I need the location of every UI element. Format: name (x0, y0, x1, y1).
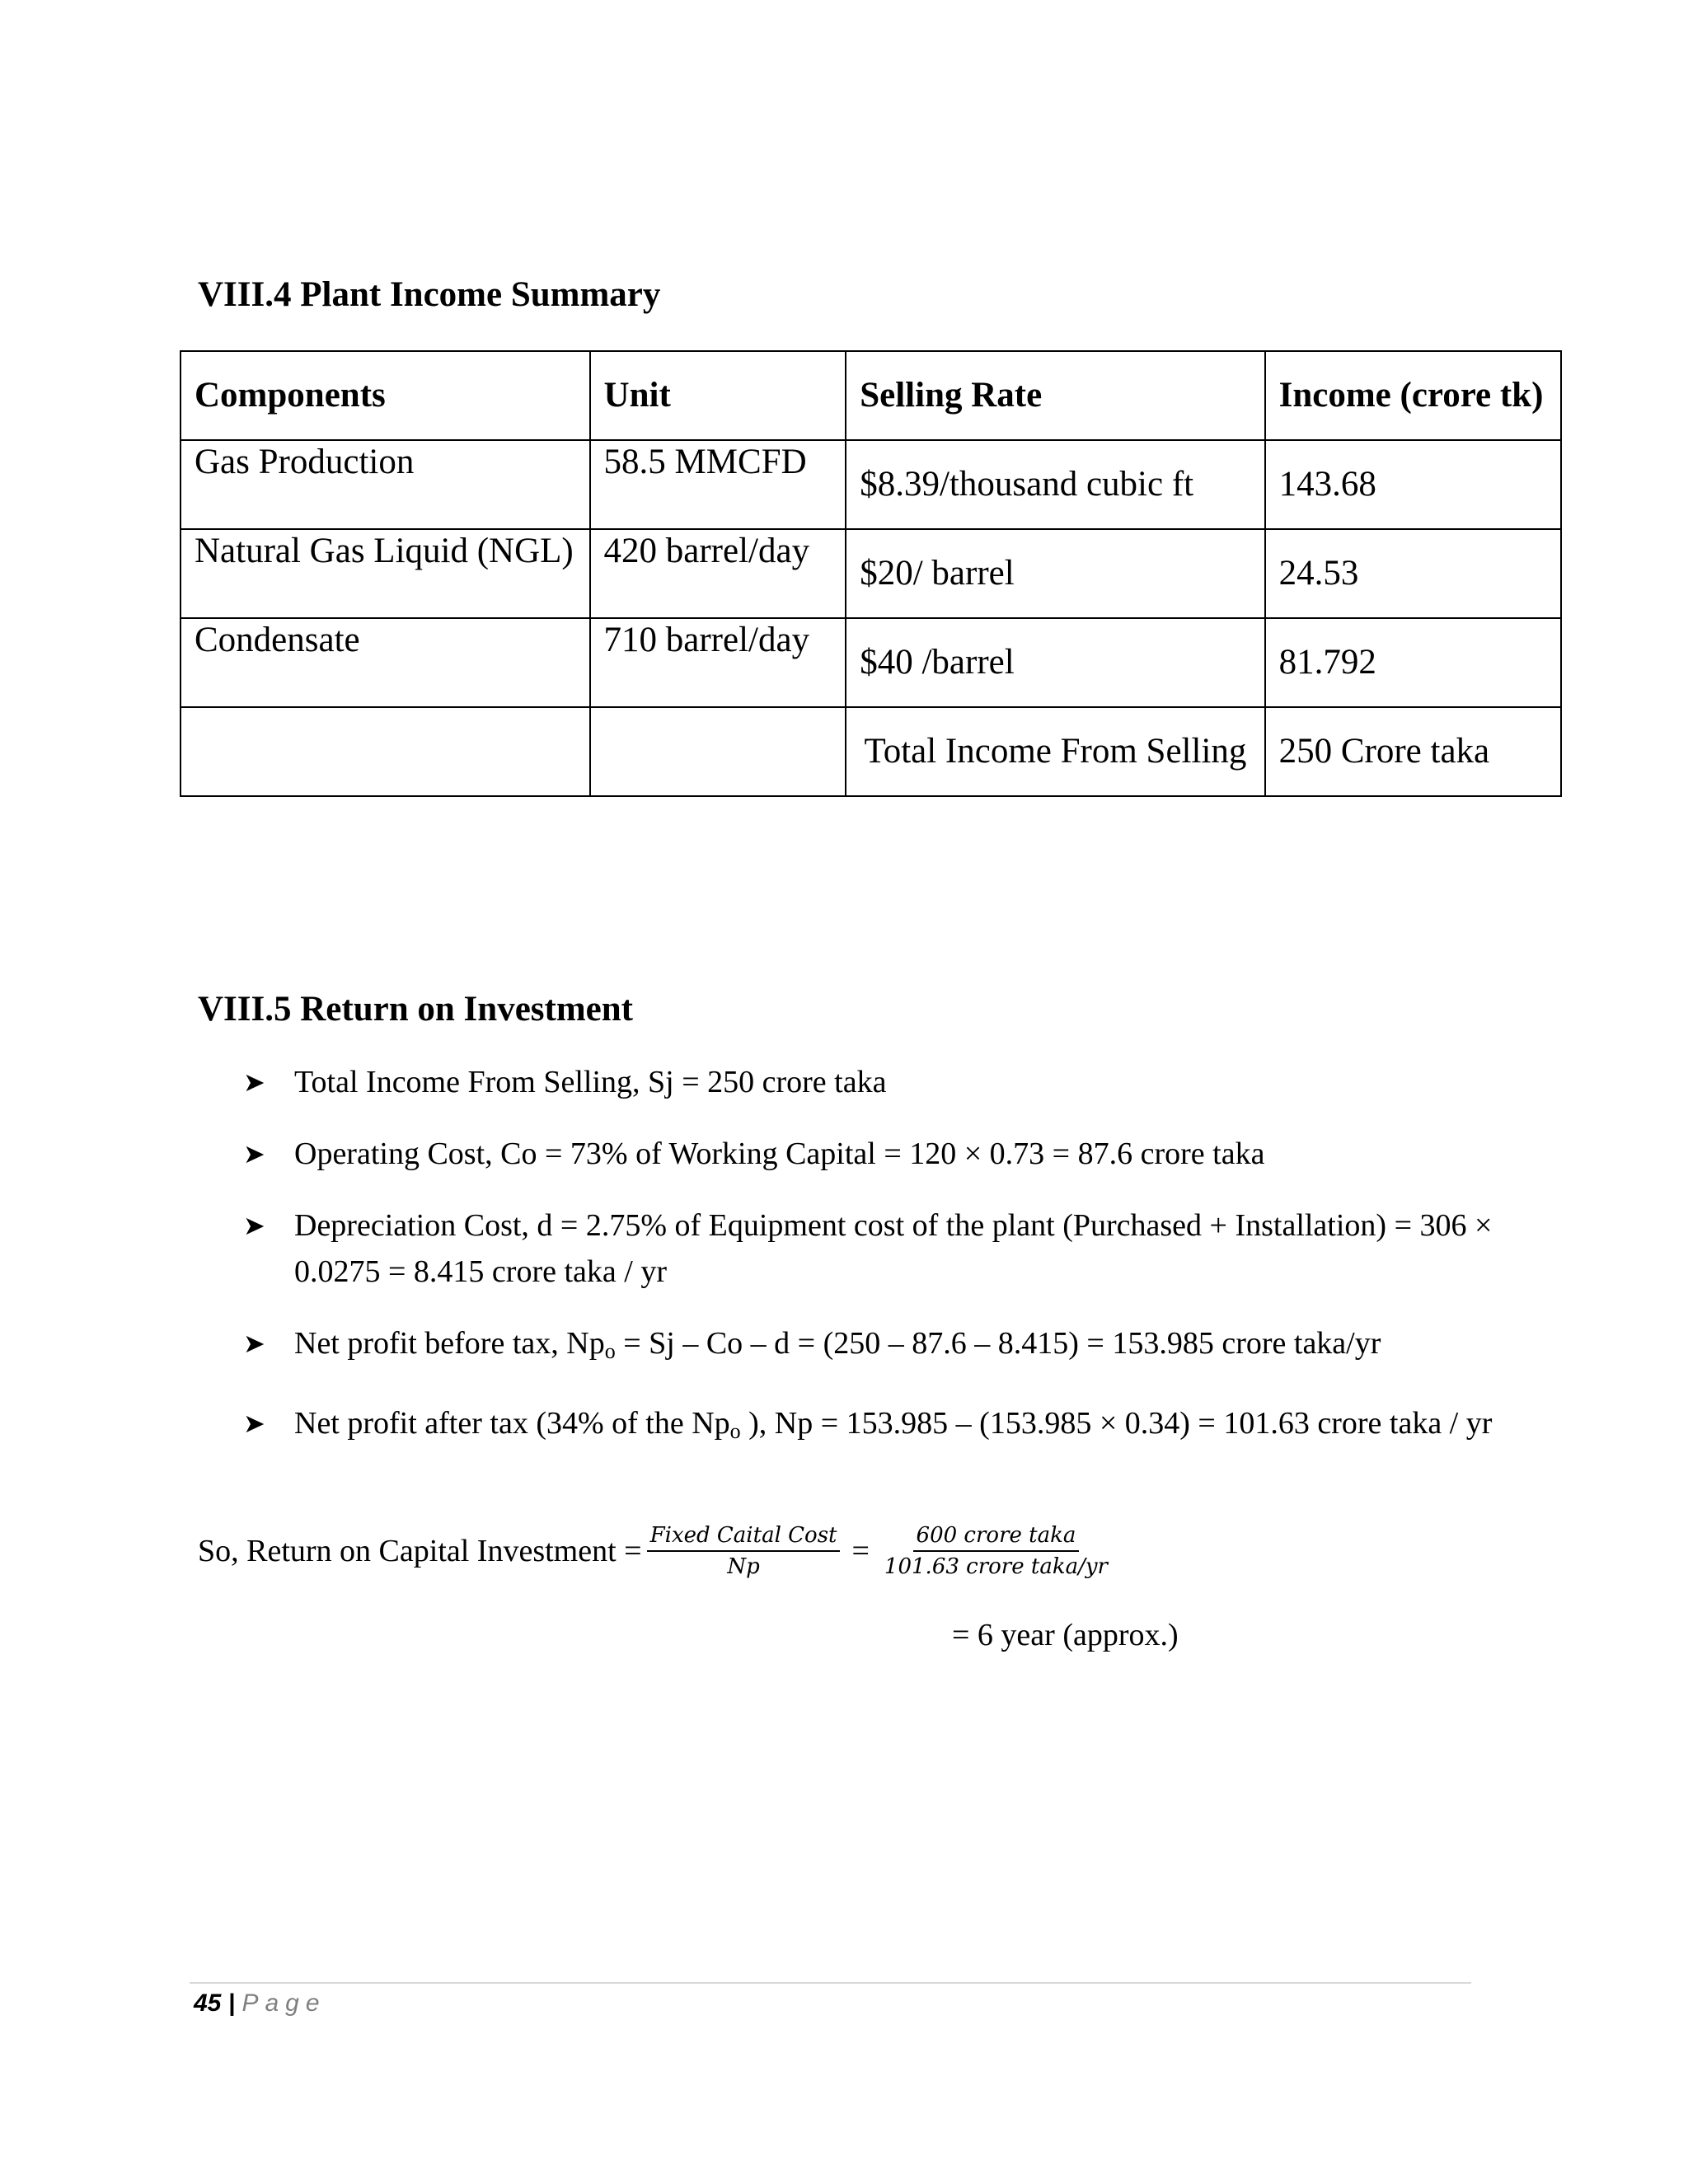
cell-empty (590, 707, 846, 796)
arrow-bullet-icon: ➤ (243, 1408, 265, 1439)
arrow-bullet-icon: ➤ (243, 1210, 265, 1241)
section-title-roi: VIII.5 Return on Investment (198, 990, 633, 1029)
cell-unit: 58.5 MMCFD (590, 440, 846, 529)
arrow-bullet-icon: ➤ (243, 1066, 265, 1098)
equals-sign: = (851, 1534, 870, 1568)
fraction-denominator: Np (727, 1554, 760, 1579)
cell-income: 143.68 (1265, 440, 1561, 529)
table-total-row (181, 707, 1561, 796)
bullet-text: Operating Cost, Co = 73% of Working Capital = 120 × 0.73 = 87.6 crore taka (294, 1137, 1265, 1171)
income-summary-table (180, 350, 1562, 797)
footer-separator: | (227, 1990, 236, 2017)
fraction-values (881, 1521, 1111, 1582)
arrow-bullet-icon: ➤ (243, 1138, 265, 1169)
cell-component: Gas Production (181, 440, 590, 529)
roi-formula (198, 1521, 1116, 1582)
subscript: o (604, 1339, 616, 1363)
fraction-denominator: 101.63 crore taka/yr (884, 1554, 1108, 1579)
cell-rate: $20/ barrel (846, 529, 1264, 618)
section-title-income: VIII.4 Plant Income Summary (198, 275, 661, 314)
total-label: Total Income From Selling (846, 707, 1264, 796)
bullet-text: = Sj – Co – d = (250 – 87.6 – 8.415) = 153.985 crore taka/yr (615, 1326, 1381, 1361)
cell-rate: $40 /barrel (846, 618, 1264, 707)
cell-empty (181, 707, 590, 796)
cell-unit: 420 barrel/day (590, 529, 846, 618)
bullet-text: Total Income From Selling, Sj = 250 crore taka (294, 1065, 887, 1099)
table-row (181, 529, 1561, 618)
bullet-text: Net profit after tax (34% of the Np (294, 1406, 730, 1441)
cell-component: Natural Gas Liquid (NGL) (181, 529, 590, 618)
list-item (243, 1059, 1496, 1105)
fraction-numerator: Fixed Caital Cost (647, 1521, 841, 1552)
list-item (243, 1131, 1496, 1177)
header-components: Components (181, 351, 590, 440)
fraction-numerator: 600 crore taka (913, 1521, 1080, 1552)
roi-result: = 6 year (approx.) (952, 1618, 1179, 1652)
arrow-bullet-icon: ➤ (243, 1328, 265, 1359)
footer-divider (190, 1982, 1471, 1984)
list-item (243, 1202, 1496, 1295)
table-row (181, 440, 1561, 529)
list-item (243, 1320, 1496, 1375)
bullet-text: ), Np = 153.985 – (153.985 × 0.34) = 101.63 crore taka / yr (740, 1406, 1493, 1441)
roi-lead-text: So, Return on Capital Investment = (198, 1534, 642, 1568)
subscript: o (729, 1419, 741, 1443)
table-row (181, 618, 1561, 707)
page-word: Page (241, 1990, 326, 2017)
table-header-row (181, 351, 1561, 440)
cell-income: 81.792 (1265, 618, 1561, 707)
roi-bullet-list (243, 1059, 1496, 1480)
cell-rate: $8.39/thousand cubic ft (846, 440, 1264, 529)
page-number: 45 (194, 1990, 222, 2017)
cell-component: Condensate (181, 618, 590, 707)
bullet-text: Depreciation Cost, d = 2.75% of Equipment cost of the plant (Purchased + Installation) = 306 × 0.0275 = 8.415 crore taka / yr (294, 1208, 1493, 1289)
bullet-text: Net profit before tax, Np (294, 1326, 605, 1361)
fraction-fixed-cost (647, 1521, 841, 1582)
total-value: 250 Crore taka (1265, 707, 1561, 796)
header-unit: Unit (590, 351, 846, 440)
cell-unit: 710 barrel/day (590, 618, 846, 707)
cell-income: 24.53 (1265, 529, 1561, 618)
header-selling-rate: Selling Rate (846, 351, 1264, 440)
header-income: Income (crore tk) (1265, 351, 1561, 440)
page-footer (194, 1990, 326, 2018)
list-item (243, 1400, 1496, 1455)
